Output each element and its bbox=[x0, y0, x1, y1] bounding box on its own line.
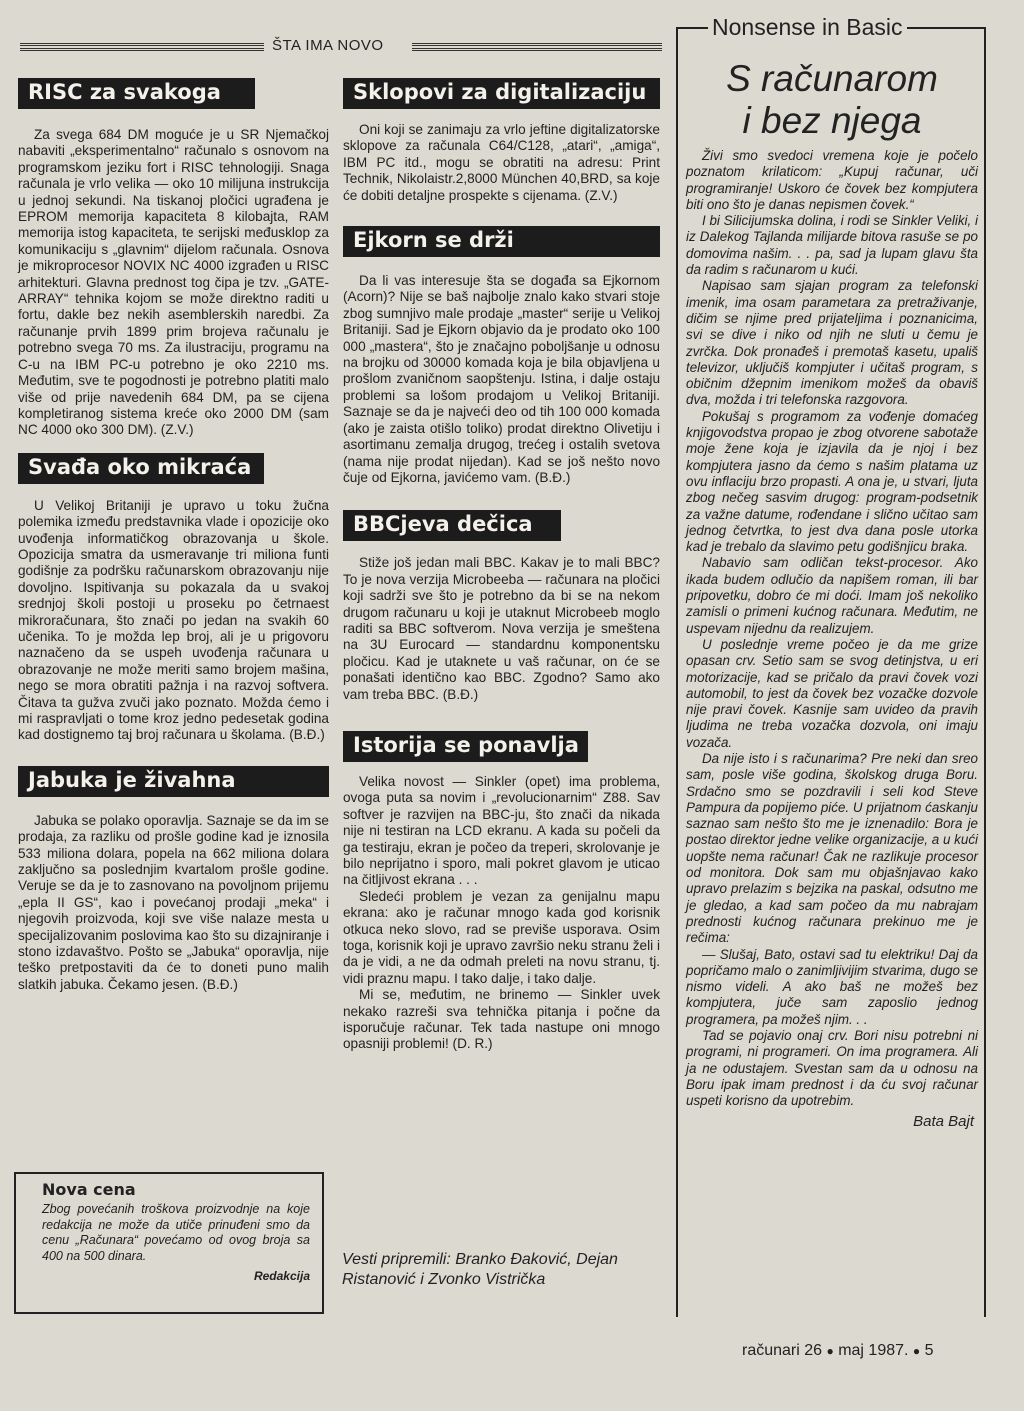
footer-date: maj 1987. bbox=[838, 1342, 909, 1359]
nonsense-signature: Bata Bajt bbox=[913, 1112, 974, 1130]
nonsense-paragraph: Napisao sam sjajan program za telefonski imenik, ima osam parametara za pretraživanje, dičim se njime pred prijateljima i poznanicima, svi se dive i niko od njih ne sluti u čemu je zvrčka. Dok pronađeš i premotaš kasetu, upališ televizor, uključiš kompjuter i učitaš program, s običnim džepnim imenikom možeš da obaviš dva, možda i tri telefonska razgovora. bbox=[686, 278, 978, 408]
header-rule-left bbox=[20, 43, 264, 51]
nonsense-title-line2: i bez njega bbox=[742, 100, 922, 141]
headline-istorija: Istorija se ponavlja bbox=[343, 731, 588, 762]
footer-magazine: računari 26 bbox=[742, 1342, 823, 1359]
page-footer bbox=[742, 1342, 934, 1360]
column-right bbox=[686, 58, 978, 1130]
article-risc-body: Za svega 684 DM moguće je u SR Njemačkoj nabaviti „eksperimentalno“ računalo s osnovom na programskom jeziku fort i RISC tehnologiji. Snaga računala je vrlo velika — oko 10 milijuna instrukcija u jednoj sekundi. Na tiskanoj pločici ugrađena je EPROM memorija kapaciteta 8 kilobajta, RAM memorija istog kapaciteta, te serijski međusklop za komunikaciju s „glavnim“ dijelom računala. Osnova je mikroprocesor NOVIX NC 4000 izgrađen u RISC arhitekturi. Glavna prednost tog čipa je tzv. „GATE-ARRAY“ tehnika kojom se može direktno raditi u fortu, dakle bez nekih asemblerskih naredbi. Za računanje prvih 1899 prim brojeva računalu je potrebno svega 70 ms. Za ilustraciju, programu na C-u na IBM PC-u potrebno je oko 2210 ms. Međutim, sve te pogodnosti je potrebno platiti malo više od prije navedenih 684 DM, pa se cijena kompletiranog sistema kreće oko 2000 DM (sam NC 4000 oko 300 DM). (Z.V.) bbox=[18, 127, 329, 438]
headline-sklopovi: Sklopovi za digitalizaciju bbox=[343, 78, 660, 109]
section-header: ŠTA IMA NOVO bbox=[272, 37, 384, 54]
article-istorija-p1: Velika novost — Sinkler (opet) ima problema, ovoga puta sa novim i „revolucionarnim“ Z88. Sav softver je razvijen na BBC-ju, što znači da nikada nije ni testiran na LCD ekranu. A kada su počeli da ga testiraju, ekran je počeo da treperi, skrolovanje je bilo neprijatno i sporo, mali pokret glavom je uticao na čitljivost ekrana . . . bbox=[343, 773, 660, 888]
nonsense-title-line1: S računarom bbox=[726, 58, 938, 99]
article-istorija-p3: Mi se, međutim, ne brinemo — Sinkler uvek nekako razreši sva tehnička pitanja i počne da isporučuje računar. Tek tada nastupe oni mnogo opasniji problemi! (D. R.) bbox=[343, 987, 660, 1052]
nonsense-paragraph: Da nije isto i s računarima? Pre neki dan sreo sam, posle više godina, školskog druga Boru. Srdačno smo se pozdravili i seli kod Steve Pampura da popijemo piće. U prijatnom ćaskanju saznao sam nešto što me je iznenadilo: Bora je postao direktor jedne velike organizacije, a u kući uopšte nema računar! Čak ne razlikuje procesor od monitora. Dok sam mu objašnjavao kako upravo prelazim s bejzika na paskal, odsutno me je gledao, a kad sam počeo da mu nabrajam prednosti kućnog računara prekinuo me je rečima: bbox=[686, 750, 978, 946]
nonsense-paragraph: Tad se pojavio onaj crv. Bori nisu potrebni ni programi, ni programeri. On ima programera. Ali ja ne odustajem. Svestan sam da u odnosu na Boru ipak imam prednost i da ću svoj računar uspeti korisno da upotrebim. bbox=[686, 1028, 978, 1109]
credits: Vesti pripremili: Branko Đaković, Dejan Ristanović i Zvonko Vistrička bbox=[342, 1251, 618, 1288]
article-istorija-p2: Sledeći problem je vezan za genijalnu mapu ekrana: ako je računar mnogo kada god korisnik otkuca neko slovo, rad se previše usporava. Osim toga, korisnik koji je upravo završio neku stranu želi i da je vidi, a ne da odmah preleti na novu stranu, tj. vidi praznu mapu. I tako dalje, i tako dalje. bbox=[343, 888, 660, 986]
headline-risc: RISC za svakoga bbox=[18, 78, 255, 109]
column-middle bbox=[343, 78, 660, 1053]
article-sklopovi-body: Oni koji se zanimaju za vrlo jeftine digitalizatorske sklopove za računala C64/C128, „atari“, „amiga“, IBM PC itd., mogu se obratiti na adresu: Print Technik, Nikolaistr.2,8000 München 40,BRD, sa koje će dobiti detaljne prospekte s cijenama. (Z.V.) bbox=[343, 122, 660, 203]
nonsense-paragraph: U poslednje vreme počeo je da me grize opasan crv. Setio sam se svog detinjstva, u eri motorizacije, kad se pričalo da pravi čovek vozi automobil, to jest da čovek bez vozačke dozvole nije pravi čovek. Kasnije sam uvideo da pravih ljudima ne treba vozačka dozvola, oni imaju vozača. bbox=[686, 636, 978, 750]
nonsense-paragraph: — Slušaj, Bato, ostavi sad tu elektriku! Daj da popričamo malo o zanimljivijim stvarima, dugo se nismo videli. A ako baš ne možeš bez kompjutera, juče sam zaposlio jednog programera, pa možeš njim. . . bbox=[686, 946, 978, 1027]
nonsense-body bbox=[686, 148, 978, 1110]
header-rule-right bbox=[412, 43, 662, 51]
notice-signature: Redakcija bbox=[253, 1269, 310, 1283]
headline-bbc: BBCjeva dečica bbox=[343, 510, 561, 541]
headline-svadja: Svađa oko mikraća bbox=[18, 453, 264, 484]
notice-box bbox=[14, 1172, 324, 1314]
nonsense-column-title: Nonsense in Basic bbox=[708, 14, 907, 41]
article-svadja-body: U Velikoj Britaniji je upravo u toku žučna polemika između predstavnika vlade i opozicije oko uvođenja informatičkog obrazovanja u škole. Opozicija smatra da usmeravanje tri miliona funti godišnje za podršku računarskom obrazovanju nije dovoljno. Ispitivanja su pokazala da u svakoj srednjoj školi postoji u proseku po četrnaest mikroračunara, što znači po jedan na svakih 60 učenika. To je možda lep broj, ali je u prigovoru naznačeno da se uspeh uvođenja računara u obrazovanje ne može meriti samo brojem mašina, nego se mora obratiti pažnja i na razvoj softvera. Čitava ta gužva zvuči jako poznato. Možda ćemo i mi raspravljati o tome kroz jedno pedesetak godina kad dostignemo taj broj računara u školama. (B.Đ.) bbox=[18, 497, 329, 743]
article-ejkorn-body: Da li vas interesuje šta se događa sa Ejkornom (Acorn)? Nije se baš najbolje znalo kako stvari stoje zbog sumnjivo male prodaje „master“ serije u Velikoj Britaniji. Sad je Ejkorn objavio da je prodato oko 100 000 „mastera“, što je značajno poboljšanje u odnosu na brojku od 30000 komada koja je bila objavljena u prošlom zvaničnom saopštenju. Istina, i dalje ostaju problemi sa lošom prodajom u Velikoj Britaniji. Saznaje se da je najveći deo od tih 100 000 komada (ako je zaista otišlo toliko) prodat direktno Olivetiju i asortimanu zemalja drugog, trećeg i ostalih svetova (nama nije prodat nijedan). Kad se još nešto novo čuje od Ejkorna, javićemo vam. (B.Đ.) bbox=[343, 273, 660, 485]
column-left bbox=[18, 78, 329, 993]
article-bbc-body: Stiže još jedan mali BBC. Kakav je to mali BBC? To je nova verzija Microbeeba — računara na pločici koji sadrži sve što je potrebno da bi se na nekom drugom računaru u koji je utaknut Microbeeb moglo raditi sa BBC softverom. Nova verzija je smeštena na 3U Eurocard — standardnu komponentsku pločicu. Kad je utaknete u vaš računar, on će se ponašati identično kao BBC. Zgodno? Samo ako vam treba BBC. (B.Đ.) bbox=[343, 555, 660, 702]
footer-page: 5 bbox=[924, 1342, 934, 1359]
article-jabuka-body: Jabuka se polako oporavlja. Saznaje se da im se prodaja, za razliku od prošle godine kad je iznosila 533 miliona dolara, popela na 662 miliona dolara zaključno sa poslednjim kvartalom prošle godine. Veruje se da je to zasnovano na povoljnom prijemu „epla II GS“, kao i povećanoj prodaji „meka“ i njegovih proizvoda, koji sve više nalaze mesta u specijalizovanim poslovima kao što su dizajniranje i stono izdavaštvo. Pošto se „Jabuka“ oporavlja, nije teško pretpostaviti da će to doneti puno malih slatkih jabuka. Čekamo jesen. (B.Đ.) bbox=[18, 812, 329, 992]
notice-title: Nova cena bbox=[42, 1180, 136, 1199]
headline-jabuka: Jabuka je živahna bbox=[18, 766, 329, 797]
bullet-icon: ● bbox=[912, 1344, 921, 1358]
nonsense-paragraph: Živi smo svedoci vremena koje je počelo poznatom krilaticom: „Kupuj računar, uči programiranje! Uskoro će čovek bez kompjutera biti ono što je danas nepismen čovek.“ bbox=[686, 148, 978, 212]
nonsense-paragraph: Nabavio sam odličan tekst-procesor. Ako ikada budem odlučio da napišem roman, ili bar pripovetku, dobro će mi doći. Imam još nekoliko zamisli o primeni kućnog računara. Međutim, ne uspevam nijednu da realizujem. bbox=[686, 555, 978, 636]
nonsense-paragraph: I bi Silicijumska dolina, i rodi se Sinkler Veliki, i iz Dalekog Tajlanda milijarde bitova rasuše se po domovima našim. . . pa, sad ja lupam glavu šta da radim s računarom u kući. bbox=[686, 213, 978, 278]
headline-ejkorn: Ejkorn se drži bbox=[343, 226, 660, 257]
bullet-icon: ● bbox=[826, 1344, 834, 1358]
nonsense-paragraph: Pokušaj s programom za vođenje domaćeg knjigovodstva propao je zbog otvorene sabotaže moje žene koja je izjavila da je njoj i bez kompjutera jasno da ćemo s našim platama uz ovu inflaciju brzo propasti. A ona je, u stvari, ljuta zbog nečeg sasvim drugog: program-podsetnik za važne datume, rođendane i slično učitao sam jednog četvrtka, to jest dva dana posle utorka kad je trebalo da slavimo petu godišnjicu braka. bbox=[686, 408, 978, 555]
notice-body: Zbog povećanih troškova proizvodnje na koje redakcija ne može da utiče prinuđeni smo da cenu „Računara“ povećamo od ovog broja sa 400 na 500 dinara. bbox=[42, 1202, 310, 1263]
